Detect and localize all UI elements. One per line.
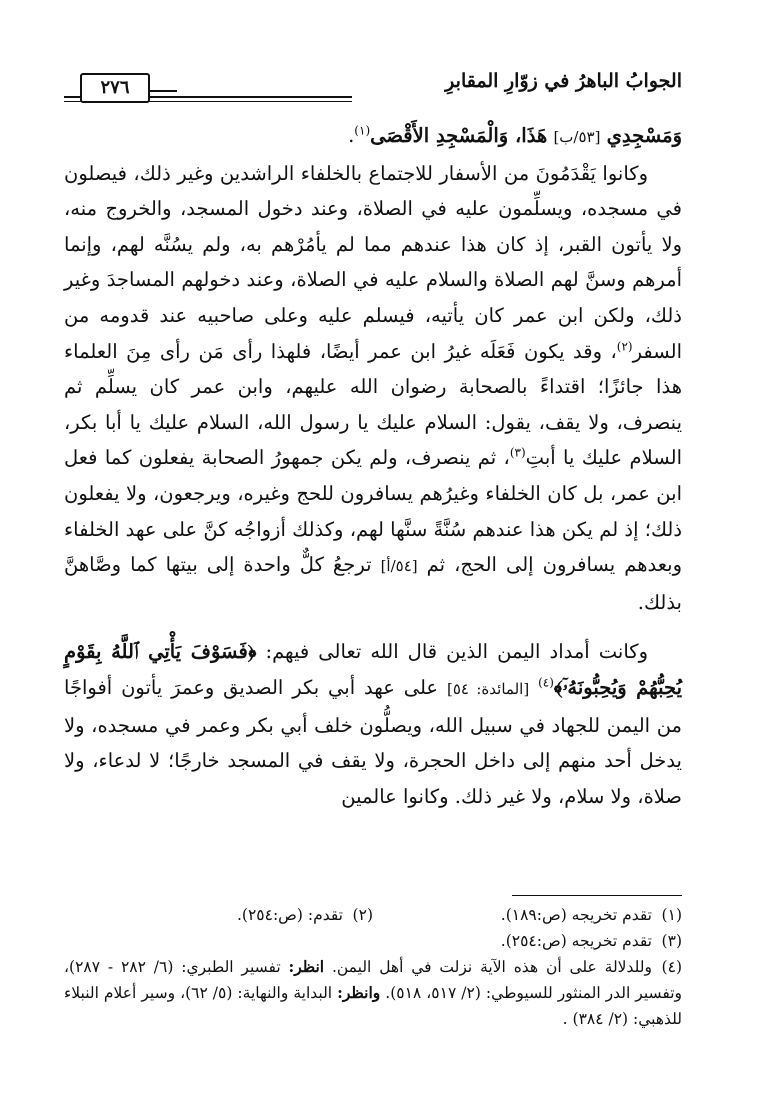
footnote-separator	[512, 895, 682, 896]
footnote-number: (٢)	[352, 906, 373, 924]
footnote-number: (٤)	[661, 958, 682, 976]
footnote-see: انظر:	[288, 957, 325, 976]
footnote-marker: (٢)	[616, 339, 633, 354]
text-span: ترجعُ كلٌّ واحدة إلى بيتها كما وصَّاهنَّ بذلك.	[64, 553, 682, 614]
manuscript-ref: [٥٤/أ]	[380, 557, 418, 576]
footnote-text: تقدم تخريجه (ص:١٨٩).	[500, 906, 652, 924]
page-header	[64, 68, 682, 108]
text-span: ، ثم ينصرف، ولم يكن جمهورُ الصحابة يفعلون كما فعل ابن عمر، بل كان الخلفاء وغيرُهم يسافرون للحج وغيره، ويرجعون، ولا يفعلون ذلك؛ إذ لم يكن هذا عندهم سُنَّةً سنَّها لهم، وكذلك أزواجُه كنَّ على عهد الخلفاء وبعدهم يسافرون إلى الحج، ثم	[64, 446, 682, 577]
footnote-marker: (١)	[354, 123, 371, 138]
footnote-text: تقدم: (ص:٢٥٤).	[236, 906, 343, 924]
quran-verse: ﴿فَسَوْفَ يَأْتِي ٱللَّهُ بِقَوْمٍ يُحِبُّهُمْ وَيُحِبُّونَهُۥٓ﴾	[64, 640, 683, 699]
footnote-text: البداية والنهاية: (٥/ ٦٢)، وسير أعلام النبلاء للذهبي: (٢/ ٣٨٤) .	[64, 984, 682, 1028]
footnote-see: وانظر:	[337, 983, 381, 1002]
paragraph-opening	[64, 118, 682, 156]
footnote-row	[64, 928, 682, 954]
footnote-marker: (٣)	[509, 445, 526, 460]
footnote-marker: (٤)	[538, 675, 554, 690]
text-span: وكانوا يَقْدَمُونَ من الأسفار للاجتماع بالخلفاء الراشدين وغير ذلك، فيصلون في مسجده، ويسلِّمون عليه في الصلاة، وعند دخول المسجد، والخروج منه، ولا يأتون القبر، إذ كان هذا عندهم مما لم يأمُرْهم به، ولم يسُنَّه لهم، وإنما أمرهم وسنَّ لهم الصلاة والسلام عليه في الصلاة، وعند دخولهم المساجدَ وغير ذلك، ولكن ابن عمر كان يأتيه، فيسلم عليه وعلى صاحبيه عند قدومه من السفر	[64, 161, 682, 363]
footnote-number: (١)	[661, 906, 682, 924]
footnote-2	[64, 902, 373, 928]
footnote-text: وللدلالة على أن هذه الآية نزلت في أهل اليمن.	[331, 958, 652, 976]
text-span: .	[348, 124, 355, 147]
footnote-text: تقدم تخريجه (ص:٢٥٤).	[500, 932, 652, 950]
running-title: الجوابُ الباهرُ في زوّارِ المقابرِ	[445, 70, 682, 92]
footnote-3	[501, 928, 682, 954]
footnote-1	[373, 902, 682, 928]
footnotes	[64, 902, 682, 1032]
main-text	[64, 118, 682, 814]
page-number: ٢٧٦	[80, 73, 150, 103]
footnote-4	[64, 954, 682, 1032]
text-span: وَمَسْجِدِي	[606, 124, 682, 147]
text-span: على عهد أبي بكر الصديق وعمرَ يأتون أفواجًا من اليمن للجهاد في سبيل الله، ويصلُّون خلف أبي بكر وعمر في مسجده، ولا يدخل أحد منهم إلى داخل الحجرة، ولا يقف في المسجد خارجًا؛ لا لدعاء، ولا صلاة، ولا سلام، ولا غير ذلك. وكانوا عالمين	[64, 675, 682, 808]
text-span: هَذَا، وَالْمَسْجِدِ الأَقْصَى	[370, 124, 548, 147]
text-span: وكانت أمداد اليمن الذين قال الله تعالى فيهم:	[265, 640, 649, 664]
paragraph-main	[64, 156, 682, 621]
footnote-text: تفسير الطبري: (٦/ ٢٨٢ - ٢٨٧)، وتفسير الدر المنثور للسيوطي: (٢/ ٥١٧، ٥١٨).	[64, 958, 682, 1002]
manuscript-ref: [٥٣/ب]	[553, 128, 601, 146]
paragraph-yemen	[64, 634, 682, 814]
verse-ref: [المائدة: ٥٤]	[446, 679, 530, 698]
text-span: ، وقد يكون فَعَلَه غيرُ ابن عمر أيضًا، فلهذا رأى مَن رأى مِنَ العلماء هذا جائزًا؛ اقتداءً بالصحابة رضوان الله عليهم، وابن عمر كان يسلِّم ثم ينصرف، ولا يقف، يقول: السلام عليك يا رسول الله، السلام عليك يا أبا بكر، السلام عليك يا أبتِ	[64, 339, 682, 470]
footnote-number: (٣)	[661, 932, 682, 950]
page-number-ornament	[149, 90, 177, 102]
footnote-row	[64, 902, 682, 928]
